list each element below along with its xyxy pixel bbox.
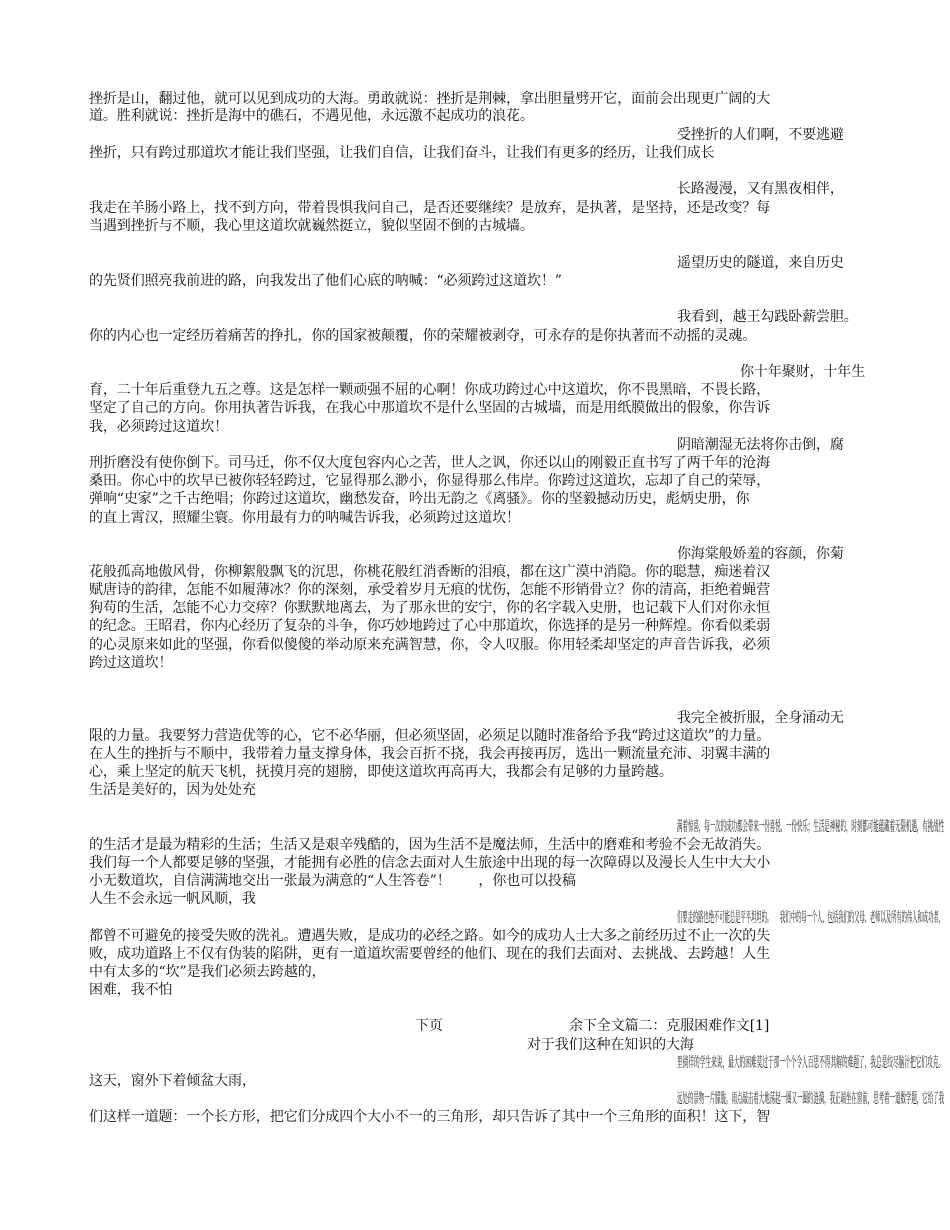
text-line: 们要走的路也绝不可能总是平平坦坦的。 我们中的每一个人，包括我们的父母、老师以及所有的伟人和成功者， bbox=[677, 910, 944, 926]
text-line: 的直上霄汉，照耀尘寰。你用最有力的呐喊告诉我，必须跨过这道坎！ bbox=[89, 510, 520, 526]
text-line: 远处的景物一片朦胧。雨点敲击着大地荡起一圈又一圈的涟漪，我正端坐在窗前，思考着一道数学题，它给了我 bbox=[677, 1091, 945, 1107]
text-line: 狗苟的生活，怎能不心力交瘁？你默默地离去，为了那永世的安宁，你的名字载入史册，也记载下人们对你永恒 bbox=[89, 600, 771, 616]
text-line: 挫折，只有跨过那道坎才能让我们坚强，让我们自信，让我们奋斗，让我们有更多的经历，让我们成长 bbox=[89, 145, 715, 161]
text-line: 挫折是山，翻过他，就可以见到成功的大海。勇敢就说：挫折是荆棘，拿出胆量劈开它，面前会出现更广阔的大 bbox=[89, 91, 771, 107]
text-line: 你十年聚财，十年生 bbox=[740, 364, 866, 380]
text-line: 桑田。你心中的坎早已被你轻轻跨过，它显得那么渺小，你显得那么伟岸。你跨过这道坎，忘却了自己的荣辱， bbox=[89, 473, 771, 489]
text-line: 人生不会永远一帆风顺，我 bbox=[89, 891, 256, 907]
essay-title: 对于我们这种在知识的大海 bbox=[527, 1037, 694, 1053]
text-line: 育，二十年后重登九五之尊。这是怎样一颗顽强不屈的心啊！你成功跨过心中这道坎，你不畏黑暗，不畏长路， bbox=[89, 382, 771, 398]
text-line: 花般孤高地傲风骨，你柳絮般飘飞的沉思，你桃花般红消香断的泪痕，都在这广漠中消隐。你的聪慧，痴迷着汉 bbox=[89, 564, 771, 580]
text-line: 我完全被折服，全身涌动无 bbox=[677, 710, 844, 726]
text-line: 我，必须跨过这道坎！ bbox=[89, 419, 228, 435]
text-line: 当遇到挫折与不顺，我心里这道坎就巍然挺立，貌似坚固不倒的古城墙。 bbox=[89, 218, 534, 234]
next-page-link[interactable]: 下页 bbox=[415, 1018, 443, 1034]
text-line: 里徜徉的学生来说，最大的困难莫过于那一个个令人百思不得其解的难题了，我总是绞尽脑汁把它们攻克。 bbox=[677, 1055, 945, 1071]
text-line: 你的内心也一定经历着痛苦的挣扎，你的国家被颠覆，你的荣耀被剥夺，可永存的是你执著而不动摇的灵魂。 bbox=[89, 328, 757, 344]
text-line: 的生活才是最为精彩的生活；生活又是艰辛残酷的，因为生活不是魔法师，生活中的磨难和考验不会无故消失。 bbox=[89, 837, 771, 853]
text-line: 道。胜利就说：挫折是海中的礁石，不遇见他，永远激不起成功的浪花。 bbox=[89, 108, 534, 124]
rest-full-text-link[interactable]: 余下全文篇二：克服困难作文[1] bbox=[569, 1018, 770, 1034]
text-line: 的先贤们照亮我前进的路，向我发出了他们心底的呐喊：“必须跨过这道坎！” bbox=[89, 273, 562, 289]
text-line: 生活是美好的，因为处处充 bbox=[89, 782, 256, 798]
text-line: 你海棠般娇羞的容颜，你菊 bbox=[677, 546, 844, 562]
text-line: 跨过这道坎！ bbox=[89, 655, 173, 671]
text-line: 长路漫漫，又有黑夜相伴， bbox=[677, 181, 844, 197]
text-line: 这天，窗外下着倾盆大雨， bbox=[89, 1073, 256, 1089]
text-line: 在人生的挫折与不顺中，我带着力量支撑身体，我会百折不挠，我会再接再厉，选出一颗流量充沛、羽翼丰满的 bbox=[89, 746, 771, 762]
text-line: 都曾不可避免的接受失败的洗礼。遭遇失败，是成功的必经之路。如今的成功人士大多之前经历过不止一次的失 bbox=[89, 928, 771, 944]
text-line: 阴暗潮湿无法将你击倒，腐 bbox=[677, 437, 844, 453]
text-line: 们这样一道题：一个长方形，把它们分成四个大小不一的三角形，却只告诉了其中一个三角形的面积！这下，智 bbox=[89, 1109, 771, 1125]
text-line: 的纪念。王昭君，你内心经历了复杂的斗争，你巧妙地跨过了心中那道坎，你选择的是另一种辉煌。你看似柔弱 bbox=[89, 618, 771, 634]
text-line: 遥望历史的隧道，来自历史 bbox=[677, 255, 844, 271]
text-line: 满着惊喜，每一次的成功都会带来一份喜悦、一份快乐；生活是神秘的，时刻都可能蕴藏着无限机遇，有挑战性 bbox=[677, 819, 945, 835]
text-line: 赋唐诗的韵律，怎能不如履薄冰？你的深刻，承受着岁月无痕的忧伤，怎能不形销骨立？你的清高，拒绝着蝇营 bbox=[89, 582, 771, 598]
text-line: 小无数道坎，自信满满地交出一张最为满意的“人生答卷”！ ，你也可以投稿 bbox=[89, 873, 576, 889]
text-line: 刑折磨没有使你倒下。司马迁，你不仅大度包容内心之苦，世人之讽，你还以山的刚毅正直书写了两千年的沧海 bbox=[89, 455, 771, 471]
text-line: 弹响“史家”之千古绝唱；你跨过这道坎，幽愁发奋，吟出无韵之《离骚》。你的坚毅撼动历史，彪炳史册，你 bbox=[89, 491, 750, 507]
text-line: 的心灵原来如此的坚强，你看似傻傻的举动原来充满智慧，你，令人叹服。你用轻柔却坚定的声音告诉我，必须 bbox=[89, 637, 771, 653]
text-line: 败，成功道路上不仅有伪装的陷阱，更有一道道坎需要曾经的他们、现在的我们去面对、去挑战、去跨越！人生 bbox=[89, 946, 771, 962]
text-line: 我看到，越王勾践卧薪尝胆。 bbox=[677, 309, 858, 325]
text-line: 困难，我不怕 bbox=[89, 982, 173, 998]
text-line: 坚定了自己的方向。你用执著告诉我，在我心中那道坎不是什么坚固的古城墙，而是用纸膜做出的假象，你告诉 bbox=[89, 400, 771, 416]
text-line: 我走在羊肠小路上，找不到方向，带着畏惧我问自己，是否还要继续？是放弃，是执著，是坚持，还是改变？每 bbox=[89, 200, 771, 216]
text-line: 受挫折的人们啊，不要逃避 bbox=[677, 127, 844, 143]
text-line: 中有太多的“坎”是我们必须去跨越的， bbox=[89, 964, 326, 980]
text-line: 心，乘上坚定的航天飞机，抚摸月亮的翅膀，即使这道坎再高再大，我都会有足够的力量跨越。 bbox=[89, 764, 673, 780]
text-line: 限的力量。我要努力营造优等的心，它不必华丽，但必须坚固，必须足以随时准备给予我“跨过这道坎”的力量。 bbox=[89, 728, 771, 744]
text-line: 我们每一个人都要足够的坚强，才能拥有必胜的信念去面对人生旅途中出现的每一次障碍以及漫长人生中大大小 bbox=[89, 855, 771, 871]
